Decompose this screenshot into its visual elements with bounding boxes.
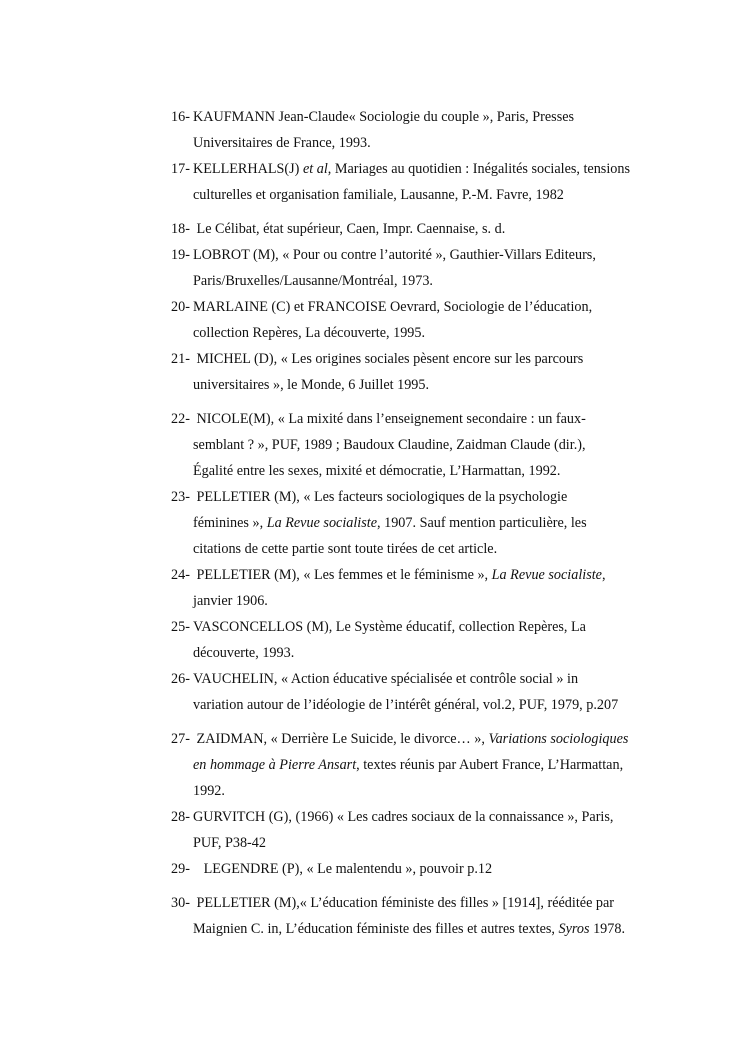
reference-text-line <box>193 856 671 882</box>
reference-text: NICOLE(M), « La mixité dans l’enseignement secondaire : un faux- <box>196 411 586 427</box>
reference-text-line: semblant ? », PUF, 1989 ; Baudoux Claudine, Zaidman Claude (dir.), <box>193 437 586 453</box>
reference-italic-text: Syros <box>558 921 590 937</box>
reference-18 <box>171 216 671 242</box>
reference-29 <box>171 856 671 882</box>
reference-text-line <box>193 216 671 242</box>
reference-number: 28- <box>171 809 190 825</box>
reference-text: 1978. <box>589 921 625 937</box>
reference-italic-text: en hommage à Pierre Ansart <box>193 757 357 773</box>
reference-list <box>171 104 671 942</box>
reference-text-line <box>193 916 671 942</box>
reference-text-line: universitaires », le Monde, 6 Juillet 1995. <box>193 377 430 393</box>
reference-text: MICHEL (D), « Les origines sociales pèsent encore sur les parcours <box>196 351 584 367</box>
reference-text: PELLETIER (M), « Les facteurs sociologiques de la psychologie <box>196 489 568 505</box>
reference-19 <box>171 242 671 294</box>
reference-28 <box>171 804 671 856</box>
reference-text-line: Universitaires de France, 1993. <box>193 135 371 151</box>
reference-text-line: découverte, 1993. <box>193 645 295 661</box>
reference-16 <box>171 104 671 156</box>
reference-text-line: LOBROT (M), « Pour ou contre l’autorité », Gauthier-Villars Editeurs, <box>193 247 596 263</box>
reference-20 <box>171 294 671 346</box>
reference-27 <box>171 726 671 804</box>
reference-text-line: VASCONCELLOS (M), Le Système éducatif, collection Repères, La <box>193 619 586 635</box>
reference-text-line <box>193 890 671 916</box>
reference-text: Le Célibat, état supérieur, Caen, Impr. Caennaise, s. d. <box>196 221 506 237</box>
reference-italic-text: Variations sociologiques <box>488 731 629 747</box>
reference-21 <box>171 346 671 398</box>
reference-17 <box>171 156 671 208</box>
reference-text-line <box>193 484 671 510</box>
reference-text: , Mariages au quotidien : Inégalités sociales, tensions <box>327 161 630 177</box>
reference-text: , 1907. Sauf mention particulière, les <box>377 515 587 531</box>
reference-number: 22- <box>171 411 190 427</box>
reference-text-line <box>193 510 671 536</box>
reference-text-line: KAUFMANN Jean-Claude« Sociologie du couple », Paris, Presses <box>193 109 575 125</box>
reference-text-line: Égalité entre les sexes, mixité et démocratie, L’Harmattan, 1992. <box>193 463 561 479</box>
reference-text-line: GURVITCH (G), (1966) « Les cadres sociaux de la connaissance », Paris, <box>193 809 614 825</box>
reference-26 <box>171 666 671 718</box>
reference-number: 24- <box>171 567 190 583</box>
reference-text-line: variation autour de l’idéologie de l’intérêt général, vol.2, PUF, 1979, p.207 <box>193 697 619 713</box>
reference-text: féminines », <box>193 515 267 531</box>
reference-30 <box>171 890 671 942</box>
reference-text-line <box>193 562 671 588</box>
reference-number: 16- <box>171 109 190 125</box>
reference-text-line: Paris/Bruxelles/Lausanne/Montréal, 1973. <box>193 273 433 289</box>
reference-number: 27- <box>171 731 190 747</box>
reference-text-line: VAUCHELIN, « Action éducative spécialisée et contrôle social » in <box>193 671 579 687</box>
reference-text-line: janvier 1906. <box>193 593 268 609</box>
reference-italic-text: La Revue socialiste <box>491 567 602 583</box>
reference-text-line: 1992. <box>193 783 225 799</box>
reference-number: 30- <box>171 895 190 911</box>
reference-22 <box>171 406 671 484</box>
reference-text-line: PUF, P38-42 <box>193 835 266 851</box>
reference-text-line: citations de cette partie sont toute tirées de cet article. <box>193 541 498 557</box>
reference-number: 20- <box>171 299 190 315</box>
reference-text-line <box>193 346 671 372</box>
reference-text: PELLETIER (M),« L’éducation féministe des filles » [1914], rééditée par <box>196 895 615 911</box>
reference-text-line <box>193 752 671 778</box>
reference-number: 21- <box>171 351 190 367</box>
reference-text-line <box>193 156 671 182</box>
reference-number: 23- <box>171 489 190 505</box>
reference-number: 26- <box>171 671 190 687</box>
reference-text-line: culturelles et organisation familiale, Lausanne, P.-M. Favre, 1982 <box>193 187 564 203</box>
reference-text-line: MARLAINE (C) et FRANCOISE Oevrard, Sociologie de l’éducation, <box>193 299 593 315</box>
reference-text: PELLETIER (M), « Les femmes et le féminisme », <box>196 567 492 583</box>
reference-text: Maignien C. in, L’éducation féministe des filles et autres textes, <box>193 921 559 937</box>
reference-24 <box>171 562 671 614</box>
reference-number: 29- <box>171 861 190 877</box>
reference-25 <box>171 614 671 666</box>
reference-number: 19- <box>171 247 190 263</box>
reference-text: , textes réunis par Aubert France, L’Harmattan, <box>356 757 624 773</box>
reference-number: 18- <box>171 221 190 237</box>
reference-text-line <box>193 406 671 432</box>
reference-text-line <box>193 726 671 752</box>
reference-23 <box>171 484 671 562</box>
reference-number: 25- <box>171 619 190 635</box>
reference-text: ZAIDMAN, « Derrière Le Suicide, le divorce… », <box>196 731 489 747</box>
reference-text: KELLERHALS(J) <box>193 161 303 177</box>
reference-text: LEGENDRE (P), « Le malentendu », pouvoir p.12 <box>203 861 493 877</box>
reference-text-line: collection Repères, La découverte, 1995. <box>193 325 426 341</box>
reference-text: , <box>601 567 606 583</box>
reference-number: 17- <box>171 161 190 177</box>
reference-italic-text: La Revue socialiste <box>266 515 378 531</box>
reference-italic-text: et al <box>302 161 328 177</box>
